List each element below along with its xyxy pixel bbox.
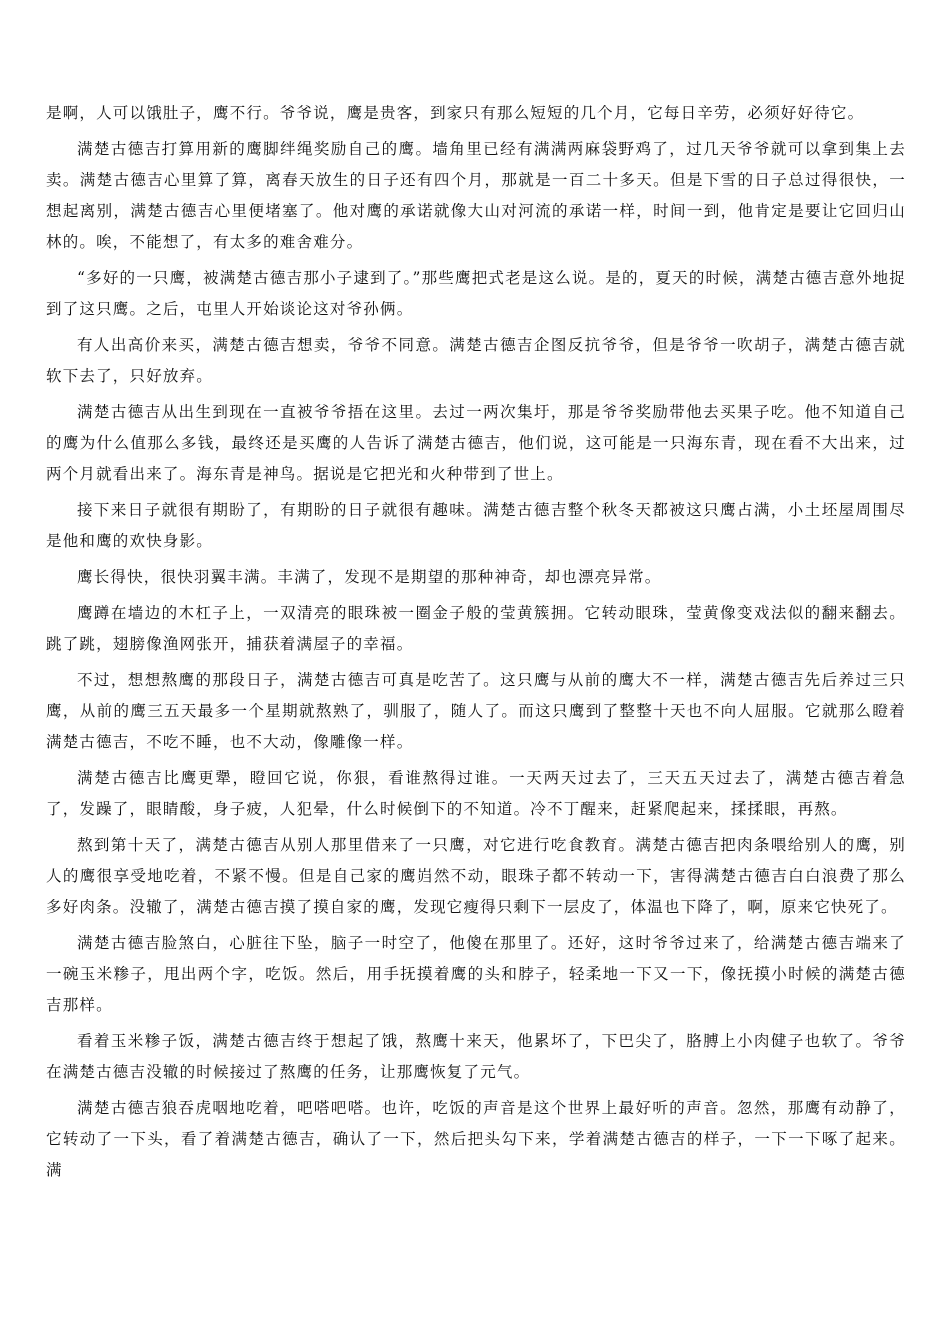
paragraph-8: 鹰蹲在墙边的木杠子上，一双清亮的眼珠被一圈金子般的莹黄簇拥。它转动眼珠，莹黄像变戏法似的翻来翻去。跳了跳，翅膀像渔网张开，捕获着满屋子的幸福。 [46,604,906,653]
paragraph-10: 满楚古德吉比鹰更犟，瞪回它说，你狠，看谁熬得过谁。一天两天过去了，三天五天过去了，满楚古德吉着急了，发躁了，眼睛酸，身子疲，人犯晕，什么时候倒下的不知道。冷不丁醒来，赶紧爬起来，揉揉眼，再熬。 [46,769,906,818]
paragraph-4: 有人出高价来买，满楚古德吉想卖，爷爷不同意。满楚古德吉企图反抗爷爷，但是爷爷一吹胡子，满楚古德吉就软下去了，只好放弃。 [46,336,906,385]
paragraph-2: 满楚古德吉打算用新的鹰脚绊绳奖励自己的鹰。墙角里已经有满满两麻袋野鸡了，过几天爷爷就可以拿到集上去卖。满楚古德吉心里算了算，离春天放生的日子还有四个月，那就是一百二十多天。但是下雪的日子总过得很快，一想起离别，满楚古德吉心里便堵塞了。他对鹰的承诺就像大山对河流的承诺一样，时间一到，他肯定是要让它回归山林的。唉，不能想了，有太多的难舍难分。 [46,140,906,251]
document-body [46,98,906,1191]
paragraph-13: 看着玉米糁子饭，满楚古德吉终于想起了饿，熬鹰十来天，他累坏了，下巴尖了，胳膊上小肉健子也软了。爷爷在满楚古德吉没辙的时候接过了熬鹰的任务，让那鹰恢复了元气。 [46,1032,906,1081]
paragraph-1: 是啊，人可以饿肚子，鹰不行。爷爷说，鹰是贵客，到家只有那么短短的几个月，它每日辛劳，必须好好待它。 [46,104,865,122]
paragraph-3: “多好的一只鹰，被满楚古德吉那小子逮到了。”那些鹰把式老是这么说。是的，夏天的时候，满楚古德吉意外地捉到了这只鹰。之后，屯里人开始谈论这对爷孙俩。 [46,269,906,318]
paragraph-14: 满楚古德吉狼吞虎咽地吃着，吧嗒吧嗒。也许，吃饭的声音是这个世界上最好听的声音。忽然，那鹰有动静了，它转动了一下头，看了着满楚古德吉，确认了一下，然后把头勾下来，学着满楚古德吉的样子，一下一下啄了起来。满 [46,1099,906,1179]
paragraph-11: 熬到第十天了，满楚古德吉从别人那里借来了一只鹰，对它进行吃食教育。满楚古德吉把肉条喂给别人的鹰，别人的鹰很享受地吃着，不紧不慢。但是自己家的鹰岿然不动，眼珠子都不转动一下，害得满楚古德吉白白浪费了那么多好肉条。没辙了，满楚古德吉摸了摸自家的鹰，发现它瘦得只剩下一层皮了，体温也下降了，啊，原来它快死了。 [46,836,906,916]
paragraph-9: 不过，想想熬鹰的那段日子，满楚古德吉可真是吃苦了。这只鹰与从前的鹰大不一样，满楚古德吉先后养过三只鹰，从前的鹰三五天最多一个星期就熬熟了，驯服了，随人了。而这只鹰到了整整十天也不向人屈服。它就那么瞪着满楚古德吉，不吃不睡，也不大动，像雕像一样。 [46,671,906,751]
paragraph-12: 满楚古德吉脸煞白，心脏往下坠，脑子一时空了，他傻在那里了。还好，这时爷爷过来了，给满楚古德吉端来了一碗玉米糁子，甩出两个字，吃饭。然后，用手抚摸着鹰的头和脖子，轻柔地一下又一下，像抚摸小时候的满楚古德吉那样。 [46,934,906,1014]
paragraph-5: 满楚古德吉从出生到现在一直被爷爷捂在这里。去过一两次集圩，那是爷爷奖励带他去买果子吃。他不知道自己的鹰为什么值那么多钱，最终还是买鹰的人告诉了满楚古德吉，他们说，这可能是一只海东青，现在看不大出来，过两个月就看出来了。海东青是神鸟。据说是它把光和火种带到了世上。 [46,403,906,483]
paragraph-7: 鹰长得快，很快羽翼丰满。丰满了，发现不是期望的那种神奇，却也漂亮异常。 [77,568,662,586]
paragraph-6: 接下来日子就很有期盼了，有期盼的日子就很有趣味。满楚古德吉整个秋冬天都被这只鹰占满，小土坯屋周围尽是他和鹰的欢快身影。 [46,501,906,550]
